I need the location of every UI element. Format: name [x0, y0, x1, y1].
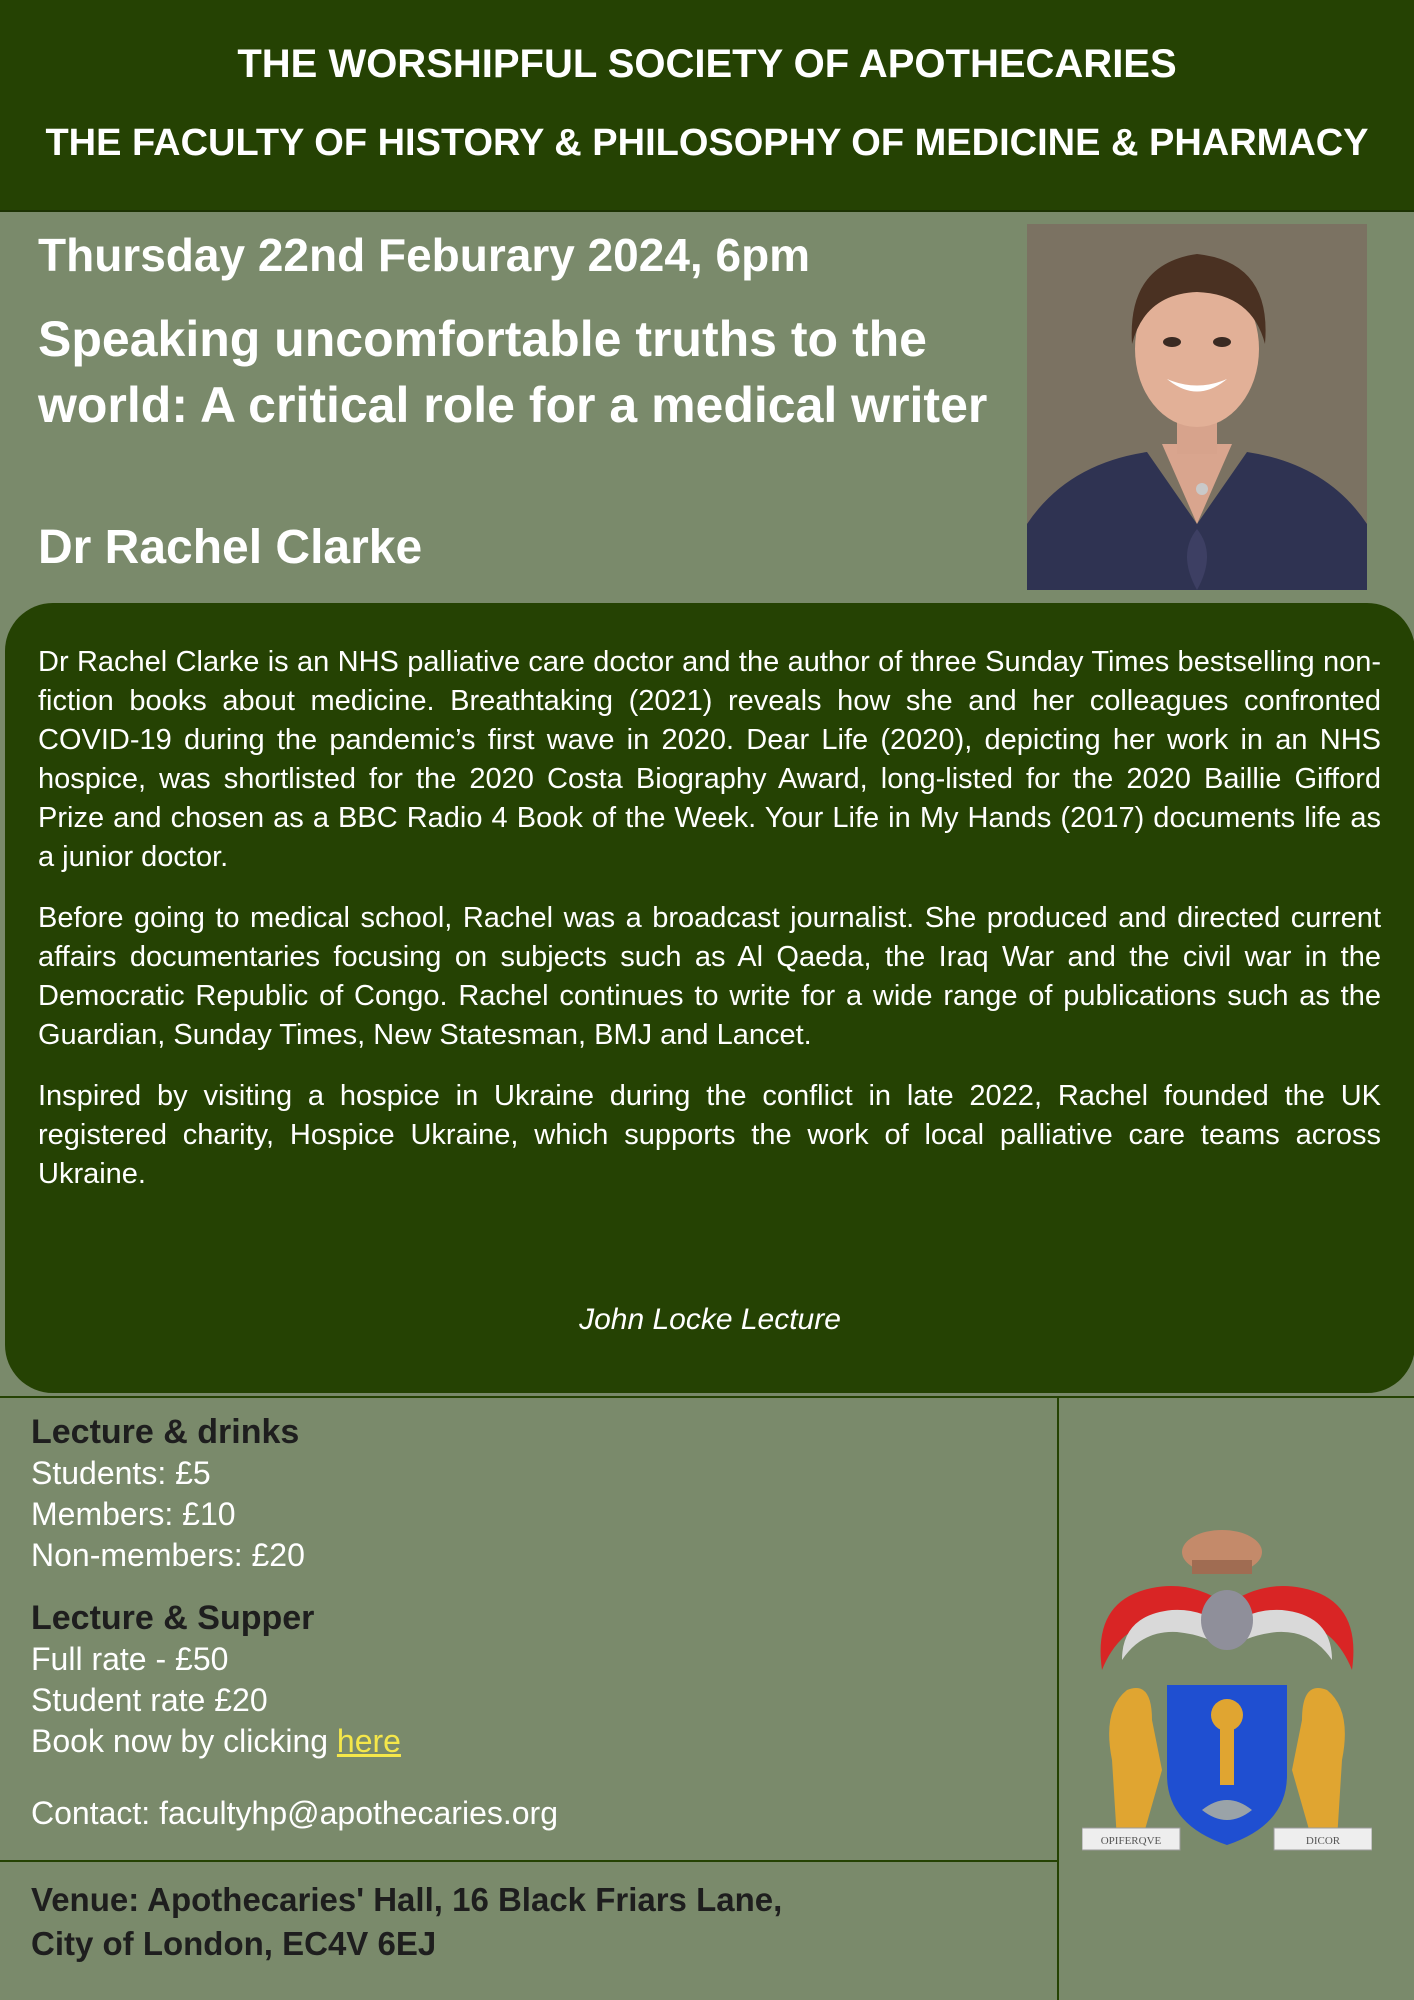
pricing-section: [31, 1412, 401, 1762]
supper-heading: Lecture & Supper: [31, 1599, 315, 1637]
contact-info: Contact: facultyhp@apothecaries.org: [31, 1795, 558, 1831]
crest-motto-right: DICOR: [1305, 1835, 1341, 1847]
venue: [31, 1878, 782, 1966]
speaker-photo: [1027, 224, 1367, 590]
drinks-heading: Lecture & drinks: [31, 1413, 300, 1451]
bio-paragraph-1: Dr Rachel Clarke is an NHS palliative care doctor and the author of three Sunday Times bestselling non-fiction books about medicine. Breathtaking (2021) reveals how she and her colleagues confronted COVID-19 during the pandemic’s first wave in 2020. Dear Life (2020), depicting her work in an NHS hospice, was shortlisted for the 2020 Costa Biography Award, long-listed for the 2020 Baillie Gifford Prize and chosen as a BBC Radio 4 Book of the Week. Your Life in My Hands (2017) documents life as a junior doctor.: [38, 646, 1381, 873]
coat-of-arms-logo: [1082, 1510, 1372, 1860]
price-students: Students: £5: [31, 1455, 211, 1491]
booking-line: [31, 1721, 401, 1762]
crest-motto-left: OPIFERQVE: [1100, 1835, 1162, 1847]
divider-bottom: [0, 1860, 1058, 1862]
price-members: Members: £10: [31, 1496, 236, 1532]
booking-link[interactable]: here: [336, 1723, 401, 1759]
faculty-name: THE FACULTY OF HISTORY & PHILOSOPHY OF MEDICINE & PHARMACY: [45, 122, 1369, 164]
venue-line-1: Venue: Apothecaries' Hall, 16 Black Friars Lane,: [31, 1881, 783, 1918]
page-header: [0, 0, 1414, 212]
bio-paragraph-2: Before going to medical school, Rachel was a broadcast journalist. She produced and directed current affairs documentaries focusing on subjects such as Al Qaeda, the Iraq War and the civil war in the Democratic Republic of Congo. Rachel continues to write for a wide range of publications such as the Guardian, Sunday Times, New Statesman, BMJ and Lancet.: [38, 902, 1381, 1051]
price-non-members: Non-members: £20: [31, 1537, 305, 1573]
event-title: Speaking uncomfortable truths to the world: A critical role for a medical writer: [38, 311, 988, 433]
divider-top: [0, 1396, 1414, 1398]
price-student-rate: Student rate £20: [31, 1682, 268, 1718]
divider-vertical: [1057, 1398, 1059, 2000]
booking-text: Book now by clicking: [31, 1723, 337, 1759]
speaker-name: Dr Rachel Clarke: [38, 521, 423, 574]
venue-line-2: City of London, EC4V 6EJ: [31, 1925, 437, 1962]
lecture-name: John Locke Lecture: [579, 1303, 841, 1336]
bio-panel: [5, 603, 1414, 1393]
price-full-rate: Full rate - £50: [31, 1641, 229, 1677]
event-date: Thursday 22nd Feburary 2024, 6pm: [38, 229, 811, 281]
bio-paragraph-3: Inspired by visiting a hospice in Ukraine during the conflict in late 2022, Rachel founded the UK registered charity, Hospice Ukraine, which supports the work of local palliative care teams across Ukraine.: [38, 1080, 1381, 1190]
org-name: THE WORSHIPFUL SOCIETY OF APOTHECARIES: [237, 42, 1177, 86]
